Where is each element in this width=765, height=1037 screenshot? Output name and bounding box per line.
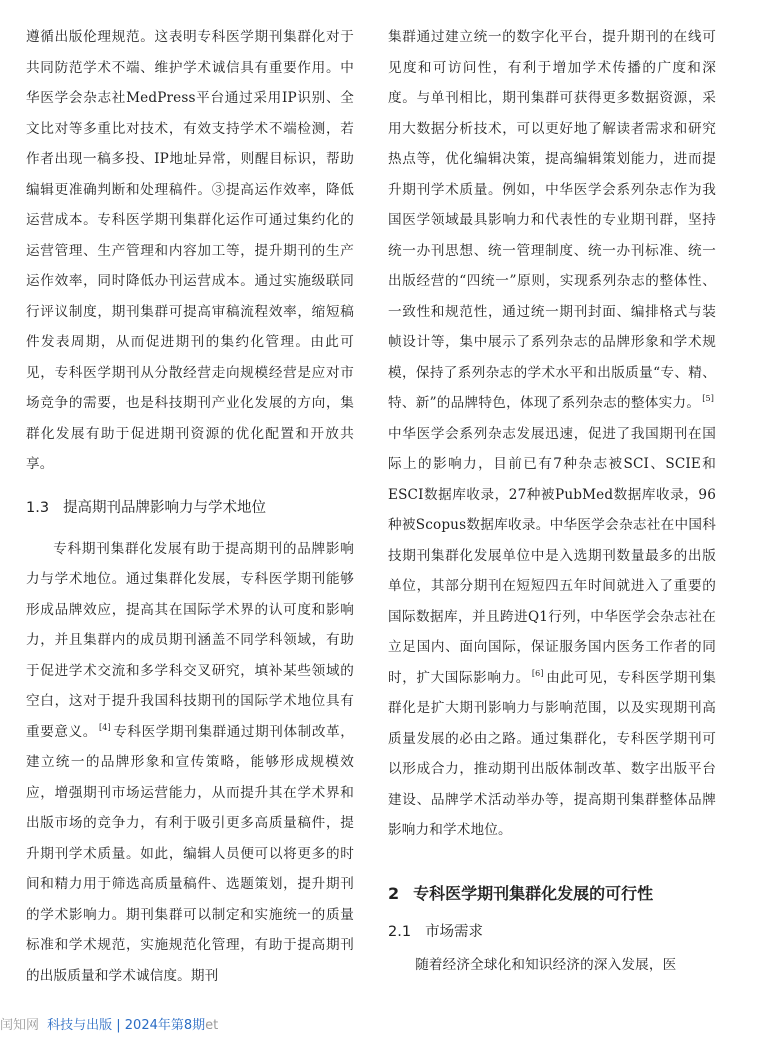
watermark-text: 闰知网 — [0, 1018, 44, 1033]
citation-ref[interactable]: [4] — [98, 722, 111, 732]
section-title: 专科医学期刊集群化发展的可行性 — [413, 883, 654, 903]
section-heading-2 — [388, 882, 716, 906]
body-paragraph: 遵循出版伦理规范。这表明专科医学期刊集群化对于共同防范学术不端、维护学术诚信具有重要作用。中华医学会杂志社MedPress平台通过采用IP识别、全文比对等多重比对技术，有效支持学术不端检测，若作者出现一稿多投、IP地址异常，则醒目标识，帮助编辑更准确判断和处理稿件。③提高运作效率，降低运营成本。专科医学期刊集群化运作可通过集约化的运营管理、生产管理和内容加工等，提升期刊的生产运作效率，同时降低办刊运营成本。通过实施级联同行评议制度，期刊集群可提高审稿流程效率，缩短稿件发表周期，从而促进期刊的集约化管理。由此可见，专科医学期刊从分散经营走向规模经营是应对市场竞争的需要，也是科技期刊产业化发展的方向，集群化发展有助于促进期刊资源的优化配置和开放共享。 — [26, 29, 354, 472]
section-title: 提高期刊品牌影响力与学术地位 — [63, 499, 267, 516]
journal-issue: 科技与出版 | 2024年第8期 — [47, 1018, 206, 1033]
section-heading-2-1 — [388, 920, 716, 944]
body-paragraph — [26, 534, 354, 992]
paragraph-text: 中华医学会系列杂志发展迅速，促进了我国期刊在国际上的影响力，目前已有7种杂志被SCI、SCIE和ESCI数据库收录，27种被PubMed数据库收录，96种被Scopus数据库收录。中华医学会杂志社在中国科技期刊集群化发展单位中是入选期刊数量最多的出版单位，其部分期刊在短短四五年时间就进入了重要的国际数据库，并且跨进Q1行列，中华医学会杂志社在立足国内、面向国际，保证服务国内医务工作者的同时，扩大国际影响力。 — [388, 425, 716, 686]
section-number: 2 — [388, 883, 400, 903]
citation-ref[interactable]: [5] — [702, 394, 714, 403]
citation-ref[interactable]: [6] — [531, 668, 544, 678]
body-paragraph: 随着经济全球化和知识经济的深入发展，医 — [415, 956, 677, 973]
page-footer — [0, 1014, 218, 1033]
right-column — [388, 22, 716, 980]
paragraph-text: 由此可见，专科医学期刊集群化是扩大期刊影响力与影响范围，以及实现期刊高质量发展的必由之路。通过集群化，专科医学期刊可以形成合力，推动期刊出版体制改革、数字出版平台建设、品牌学术活动举办等，提高期刊集群整体品牌影响力和学术地位。 — [388, 669, 716, 838]
left-column — [26, 22, 354, 991]
paragraph-text: 专科医学期刊集群通过期刊体制改革，建立统一的品牌形象和宣传策略，能够形成规模效应，增强期刊市场运营能力，从而提升其在学术界和出版市场的竞争力，有利于吸引更多高质量稿件，提升期刊学术质量。如此，编辑人员便可以将更多的时间和精力用于筛选高质量稿件、选题策划，提升期刊的学术影响力。期刊集群可以制定和实施统一的质量标准和学术规范，实施规范化管理，有助于提高期刊的出版质量和学术诚信度。期刊 — [26, 723, 354, 984]
paragraph-text: 集群通过建立统一的数字化平台，提升期刊的在线可见度和可访问性，有利于增加学术传播的广度和深度。与单刊相比，期刊集群可获得更多数据资源，采用大数据分析技术，可以更好地了解读者需求和研究热点等，优化编辑决策，提高编辑策划能力，进而提升期刊学术质量。例如，中华医学会系列杂志作为我国医学领域最具影响力和代表性的专业期刊群，坚持统一办刊思想、统一管理制度、统一办刊标准、统一出版经营的“四统一”原则，实现系列杂志的整体性、一致性和规范性，通过统一期刊封面、编排格式与装帧设计等，集中展示了系列杂志的品牌形象和学术规模，保持了系列杂志的学术水平和出版质量“专、精、特、新”的品牌特色，体现了系列杂志的整体实力。 — [388, 29, 716, 411]
section-heading-1-3 — [26, 496, 354, 520]
section-number: 1.3 — [26, 499, 50, 516]
watermark-text: et — [205, 1018, 219, 1033]
section-title: 市场需求 — [425, 923, 484, 940]
paragraph-text: 专科期刊集群化发展有助于提高期刊的品牌影响力与学术地位。通过集群化发展，专科医学期刊能够形成品牌效应，提高其在国际学术界的认可度和影响力，并且集群内的成员期刊涵盖不同学科领域，有助于促进学术交流和多学科交叉研究，填补某些领域的空白，这对于提升我国科技期刊的国际学术地位具有重要意义。 — [26, 540, 354, 740]
body-paragraph — [388, 22, 716, 846]
section-number: 2.1 — [388, 923, 412, 940]
